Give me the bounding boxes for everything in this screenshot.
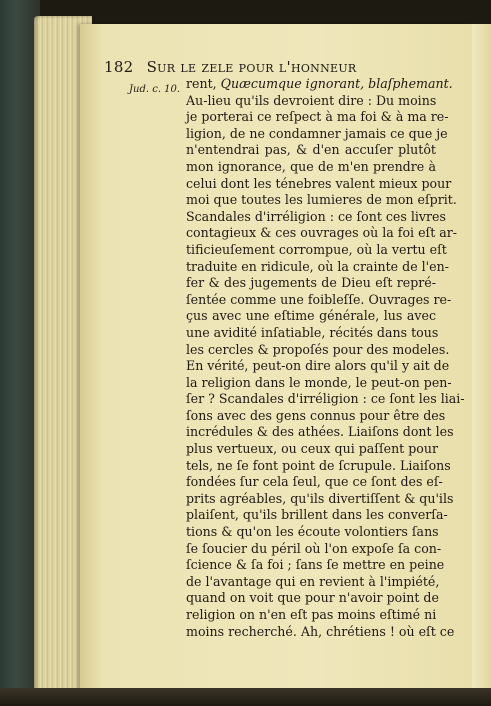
text-line [186, 557, 445, 574]
text-line [186, 524, 439, 541]
text-line [186, 324, 439, 342]
text-line [186, 341, 450, 359]
text-line [186, 391, 465, 408]
text-line-content: mon ignorance, que de m'en prendre à [186, 158, 436, 174]
text-line-content: incrédules & des athées. Liaiſons dont les [186, 424, 454, 440]
text-line [186, 175, 452, 193]
text-line [186, 441, 439, 458]
text-line [186, 407, 446, 425]
text-line [186, 142, 436, 159]
text-line [186, 507, 448, 524]
running-title: Sur le zele pour l'honneur [146, 58, 357, 76]
text-line-content: quand on voit que pour n'avoir point de [186, 590, 439, 606]
text-line-content: Au-lieu qu'ils devroient dire : Du moins [186, 92, 437, 108]
text-line-content: ſer ? Scandales d'irréligion : ce ſont les liai- [186, 391, 465, 407]
text-line-content: Scandales d'irréligion : ce ſont ces livres [186, 208, 446, 224]
text-line-content: ſe ſoucier du péril où l'on expoſe ſa con- [186, 540, 442, 556]
text-line-content: je porterai ce reſpect à ma foi & à ma re- [186, 109, 449, 125]
text-line [186, 540, 442, 558]
text-line-content: les cercles & propoſés pour des modeles. [186, 341, 450, 357]
text-line-content: de l'avantage qui en revient à l'impiété, [186, 573, 440, 589]
text-line-content: çus avec une eſtime générale, lus avec [186, 308, 436, 324]
text-line-content: ſons avec des gens connus pour être des [186, 407, 446, 423]
text-line [186, 358, 450, 375]
text-line [186, 291, 452, 309]
text-line-content: tions & qu'on les écoute volontiers ſans [186, 524, 439, 540]
running-head [104, 58, 414, 76]
text-line [186, 590, 439, 607]
book-bottom-edge [0, 688, 491, 706]
text-line [186, 159, 436, 176]
text-line-content: En vérité, peut-on dire alors qu'il y ait de [186, 358, 450, 374]
text-line-content: moins recherché. Ah, chrétiens ! où eſt ce [186, 623, 455, 639]
text-line-content: ſcience & ſa foi ; ſans ſe mettre en peine [186, 557, 445, 573]
text-line-content: la religion dans le monde, le peut-on pen- [186, 374, 452, 390]
text-line [186, 208, 446, 226]
text-line-content: prits agréables, qu'ils divertiſſent & qu'ils [186, 490, 454, 506]
text-line [186, 225, 458, 242]
italic-quote: Quæcumque ignorant, blaſphemant. [220, 76, 453, 91]
facing-page-edge [472, 24, 491, 694]
text-line [186, 192, 457, 209]
text-line [186, 474, 443, 491]
text-line-content: fondées ſur cela ſeul, que ce ſont des eſ- [186, 474, 443, 490]
text-line-content: ligion, de ne condamner jamais ce que je [186, 125, 448, 141]
text-line-content: fer & des jugements de Dieu eſt repré- [186, 275, 436, 291]
text-line-content: n'entendrai pas, & d'en accuſer plutôt [186, 142, 436, 158]
text-line-content: ſentée comme une foibleſſe. Ouvrages re- [186, 291, 452, 307]
text-line-content: tels, ne ſe font point de ſcrupule. Liaiſons [186, 457, 451, 473]
text-line [186, 308, 436, 325]
text-line-content: rent, [186, 76, 221, 91]
text-line-content: une avidité inſatiable, récités dans tous [186, 324, 439, 340]
text-line [186, 457, 451, 475]
text-line-content: moi que toutes les lumieres de mon eſprit. [186, 192, 457, 208]
text-line [186, 607, 436, 624]
text-line-content: contagieux & ces ouvrages où la foi eſt ar- [186, 225, 458, 241]
text-line-content: plus vertueux, ou ceux qui paſſent pour [186, 441, 439, 457]
text-line [186, 374, 452, 392]
page-number: 182 [104, 58, 134, 76]
text-line-content: traduite en ridicule, où la crainte de l'en- [186, 258, 449, 274]
marginal-note: Jud. c. 10. [129, 84, 181, 95]
text-line [186, 125, 448, 143]
body-text [186, 76, 465, 640]
text-line-content: plaiſent, qu'ils brillent dans les converſa- [186, 507, 448, 523]
text-line [186, 490, 454, 508]
text-line [186, 573, 440, 591]
text-line [186, 623, 455, 641]
text-line-content: religion on n'en eſt pas moins eſtimé ni [186, 607, 437, 622]
text-line [186, 275, 436, 292]
text-line-content: tificieuſement corrompue, où la vertu eſt [186, 241, 447, 257]
text-line [186, 258, 449, 276]
text-line [186, 424, 454, 441]
text-line [186, 76, 453, 93]
text-line [186, 241, 447, 259]
text-line [186, 93, 436, 110]
text-line [186, 109, 449, 126]
text-line-content: celui dont les ténebres valent mieux pour [186, 175, 452, 191]
